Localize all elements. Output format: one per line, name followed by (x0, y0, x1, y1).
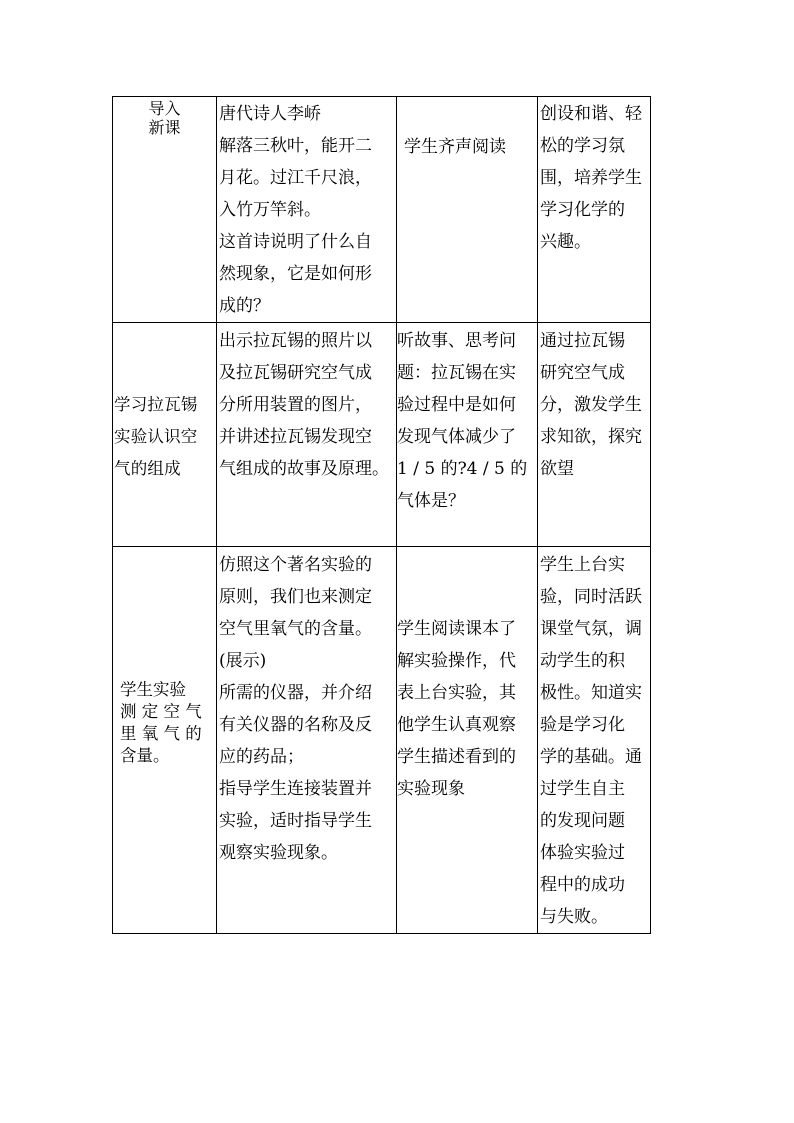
teacher-activity-text (217, 323, 396, 485)
text-line: 验，同时活跃 (540, 587, 642, 607)
text-line: 学的基础。通 (540, 747, 642, 767)
text-line: 过学生自主 (540, 779, 625, 799)
student-activity-text (397, 323, 537, 517)
stage-line: 新课 (148, 118, 181, 137)
table-row (113, 97, 651, 323)
text-line: 松的学习氛 (540, 136, 625, 156)
text-line: 解实验操作，代 (397, 651, 516, 671)
text-line: 学生上台实 (540, 555, 625, 575)
text-line: 原则，我们也来测定 (219, 587, 372, 607)
stage-text (113, 323, 216, 485)
text-line: 课堂气氛，调 (540, 619, 642, 639)
text-line: 及拉瓦锡研究空气成 (219, 363, 372, 383)
text-line: 学生阅读课本了 (397, 619, 516, 639)
teacher-activity-cell (217, 547, 397, 934)
text-line: 围，培养学生 (540, 168, 642, 188)
student-activity-cell (397, 97, 538, 323)
text-line: (展示) (219, 651, 267, 671)
text-line: 研究空气成 (540, 363, 625, 383)
stage-cell (113, 323, 217, 547)
text-line: 发现气体减少了 (397, 427, 516, 447)
teacher-activity-cell (217, 323, 397, 547)
stage-line: 里 氧 气 的 (120, 724, 202, 743)
stage-cell (113, 97, 217, 323)
stage-line: 学生实验 (120, 680, 186, 699)
lesson-plan-table (112, 96, 651, 934)
stage-cell (113, 547, 217, 934)
student-activity-cell (397, 323, 538, 547)
text-line: 分所用装置的图片， (219, 395, 372, 415)
student-activity-cell (397, 547, 538, 934)
text-line: 通过拉瓦锡 (540, 331, 625, 351)
text-line: 体验实验过 (540, 843, 625, 863)
stage-line: 导入 (148, 99, 181, 118)
text-line: 这首诗说明了什么自 (219, 232, 372, 252)
text-line: 学习化学的 (540, 200, 625, 220)
student-activity-text (397, 97, 537, 163)
text-line: 兴趣。 (540, 232, 591, 252)
text-line: 求知欲，探究 (540, 427, 642, 447)
purpose-text (538, 547, 650, 933)
text-line: 唐代诗人李峤 (219, 104, 321, 124)
stage-text (113, 547, 216, 767)
text-line: 所需的仪器，并介绍 (219, 683, 372, 703)
stage-line: 气的组成 (114, 459, 181, 478)
teacher-activity-text (217, 547, 396, 869)
stage-line: 实验认识空 (114, 427, 198, 446)
text-line: 他学生认真观察 (397, 715, 516, 735)
text-line: 题：拉瓦锡在实 (397, 363, 516, 383)
table-row (113, 547, 651, 934)
text-line: 验是学习化 (540, 715, 625, 735)
text-line: 气体是？ (397, 491, 465, 511)
purpose-cell (538, 97, 651, 323)
text-line: 实验，适时指导学生 (219, 811, 372, 831)
text-line: 动学生的积 (540, 651, 625, 671)
purpose-text (538, 97, 650, 258)
text-line: 月花。过江千尺浪， (219, 168, 372, 188)
text-line: 分，激发学生 (540, 395, 642, 415)
purpose-cell (538, 323, 651, 547)
purpose-text (538, 323, 650, 485)
text-line: 出示拉瓦锡的照片以 (219, 331, 372, 351)
text-line: 应的药品； (219, 747, 304, 767)
text-line: 学生齐声阅读 (404, 137, 506, 157)
text-line: 有关仪器的名称及反 (219, 715, 372, 735)
text-line: 学生描述看到的 (397, 747, 516, 767)
text-line: 然现象，它是如何形 (219, 264, 372, 284)
text-line: 并讲述拉瓦锡发现空 (219, 427, 372, 447)
text-line: 极性。知道实 (540, 683, 642, 703)
purpose-cell (538, 547, 651, 934)
stage-text (113, 97, 216, 137)
text-line: 仿照这个著名实验的 (219, 555, 372, 575)
text-line: 验过程中是如何 (397, 395, 516, 415)
text-line: 1 / 5 的?4 / 5 的 (397, 459, 528, 479)
text-line: 实验现象 (397, 779, 465, 799)
teacher-activity-text (217, 97, 396, 322)
student-activity-text (397, 547, 537, 805)
text-line: 听故事、思考问 (397, 331, 516, 351)
text-line: 空气里氧气的含量。 (219, 619, 372, 639)
table-row (113, 323, 651, 547)
text-line: 指导学生连接装置并 (219, 779, 372, 799)
text-line: 表上台实验，其 (397, 683, 516, 703)
stage-line: 含量。 (120, 746, 170, 765)
text-line: 入竹万竿斜。 (219, 200, 321, 220)
text-line: 解落三秋叶，能开二 (219, 136, 372, 156)
text-line: 创设和谐、轻 (540, 104, 642, 124)
text-line: 程中的成功 (540, 875, 625, 895)
text-line: 观察实验现象。 (219, 843, 338, 863)
text-line: 气组成的故事及原理。 (219, 459, 389, 479)
text-line: 的发现问题 (540, 811, 625, 831)
text-line: 欲望 (540, 459, 574, 479)
teacher-activity-cell (217, 97, 397, 323)
text-line: 与失败。 (540, 907, 608, 927)
stage-line: 学习拉瓦锡 (114, 395, 198, 414)
stage-line: 测 定 空 气 (120, 702, 202, 721)
text-line: 成的？ (219, 296, 270, 316)
